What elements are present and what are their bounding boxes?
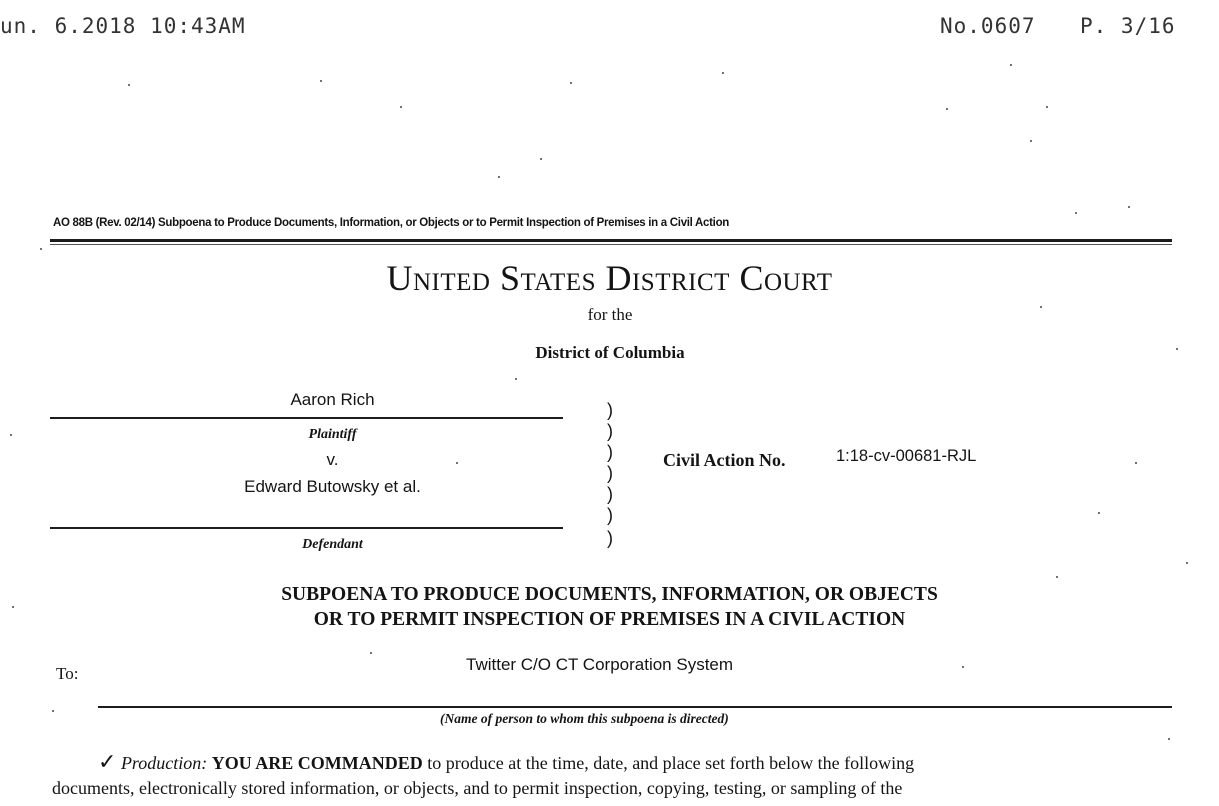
scan-speck: [498, 176, 500, 178]
court-title-word: Court: [739, 258, 833, 298]
defendant-role: Defendant: [302, 537, 363, 552]
defendant-rule: [50, 527, 563, 529]
scan-speck: [1135, 462, 1137, 464]
civil-action-label: Civil Action No.: [663, 450, 786, 470]
scan-speck: [1168, 738, 1170, 740]
versus: v.: [326, 450, 339, 469]
scan-speck: [1046, 106, 1048, 108]
plaintiff-name: Aaron Rich: [290, 390, 375, 409]
scan-speck: [540, 158, 542, 160]
header-rule: [50, 239, 1172, 242]
scan-speck: [370, 652, 372, 654]
scan-speck: [1075, 212, 1077, 214]
caption-paren: ): [607, 528, 613, 548]
production-command: YOU ARE COMMANDED: [211, 753, 423, 773]
scan-speck: [128, 84, 130, 86]
scan-speck: [10, 434, 12, 436]
court-title-word: United: [386, 258, 491, 298]
scan-speck: [570, 82, 572, 84]
scan-speck: [1056, 576, 1058, 578]
scan-speck: [962, 666, 964, 668]
production-line-2: documents, electronically stored information, or objects, and to permit inspection, copying, testing, or sampling of the: [52, 778, 903, 798]
recipient-name: Twitter C/O CT Corporation System: [466, 655, 734, 674]
scan-speck: [722, 72, 724, 74]
scan-speck: [1098, 512, 1100, 514]
caption-paren: ): [607, 463, 613, 483]
caption-paren: ): [607, 484, 613, 504]
production-label: Production:: [120, 753, 208, 773]
to-label: To:: [56, 664, 79, 683]
scan-speck: [1030, 140, 1032, 142]
scan-speck: [40, 248, 42, 250]
recipient-rule: [98, 706, 1172, 708]
fax-number: No.0607: [940, 14, 1036, 38]
scan-speck: [1186, 562, 1188, 564]
scan-speck: [1128, 206, 1130, 208]
fax-page: P. 3/16: [1080, 14, 1176, 38]
production-line-1: [98, 750, 914, 775]
scan-speck: [1040, 306, 1042, 308]
court-title-word: States: [499, 258, 596, 298]
recipient-caption: (Name of person to whom this subpoena is directed): [440, 711, 729, 726]
caption-paren: ): [607, 505, 613, 525]
court-title-word: District: [605, 258, 730, 298]
civil-action-number: 1:18-cv-00681-RJL: [836, 447, 977, 465]
court-title: [0, 257, 1219, 299]
scan-speck: [946, 108, 948, 110]
district-name: District of Columbia: [535, 343, 685, 362]
plaintiff-rule: [50, 417, 563, 419]
scan-speck: [320, 80, 322, 82]
plaintiff-role: Plaintiff: [308, 427, 357, 442]
caption-paren: ): [607, 421, 613, 441]
defendant-name: Edward Butowsky et al.: [244, 477, 421, 496]
for-the-label: for the: [587, 305, 633, 324]
production-text: to produce at the time, date, and place set forth below the following: [427, 753, 915, 773]
form-identifier: AO 88B (Rev. 02/14) Subpoena to Produce Documents, Information, or Objects or to Permit Inspection of Premises in a Civil Action: [53, 217, 730, 229]
caption-paren: ): [607, 442, 613, 462]
caption-paren: ): [607, 400, 613, 420]
scan-speck: [1176, 348, 1178, 350]
header-rule-thin: [50, 244, 1172, 245]
fax-timestamp: un. 6.2018 10:43AM: [0, 14, 246, 38]
subpoena-title-line1: SUBPOENA TO PRODUCE DOCUMENTS, INFORMATION, OR OBJECTS: [281, 584, 938, 605]
scan-speck: [1010, 64, 1012, 66]
scan-speck: [400, 106, 402, 108]
subpoena-title-line2: OR TO PERMIT INSPECTION OF PREMISES IN A CIVIL ACTION: [313, 609, 906, 630]
checkmark-icon: ✓: [98, 750, 117, 775]
scan-speck: [515, 378, 517, 380]
scan-speck: [52, 710, 54, 712]
